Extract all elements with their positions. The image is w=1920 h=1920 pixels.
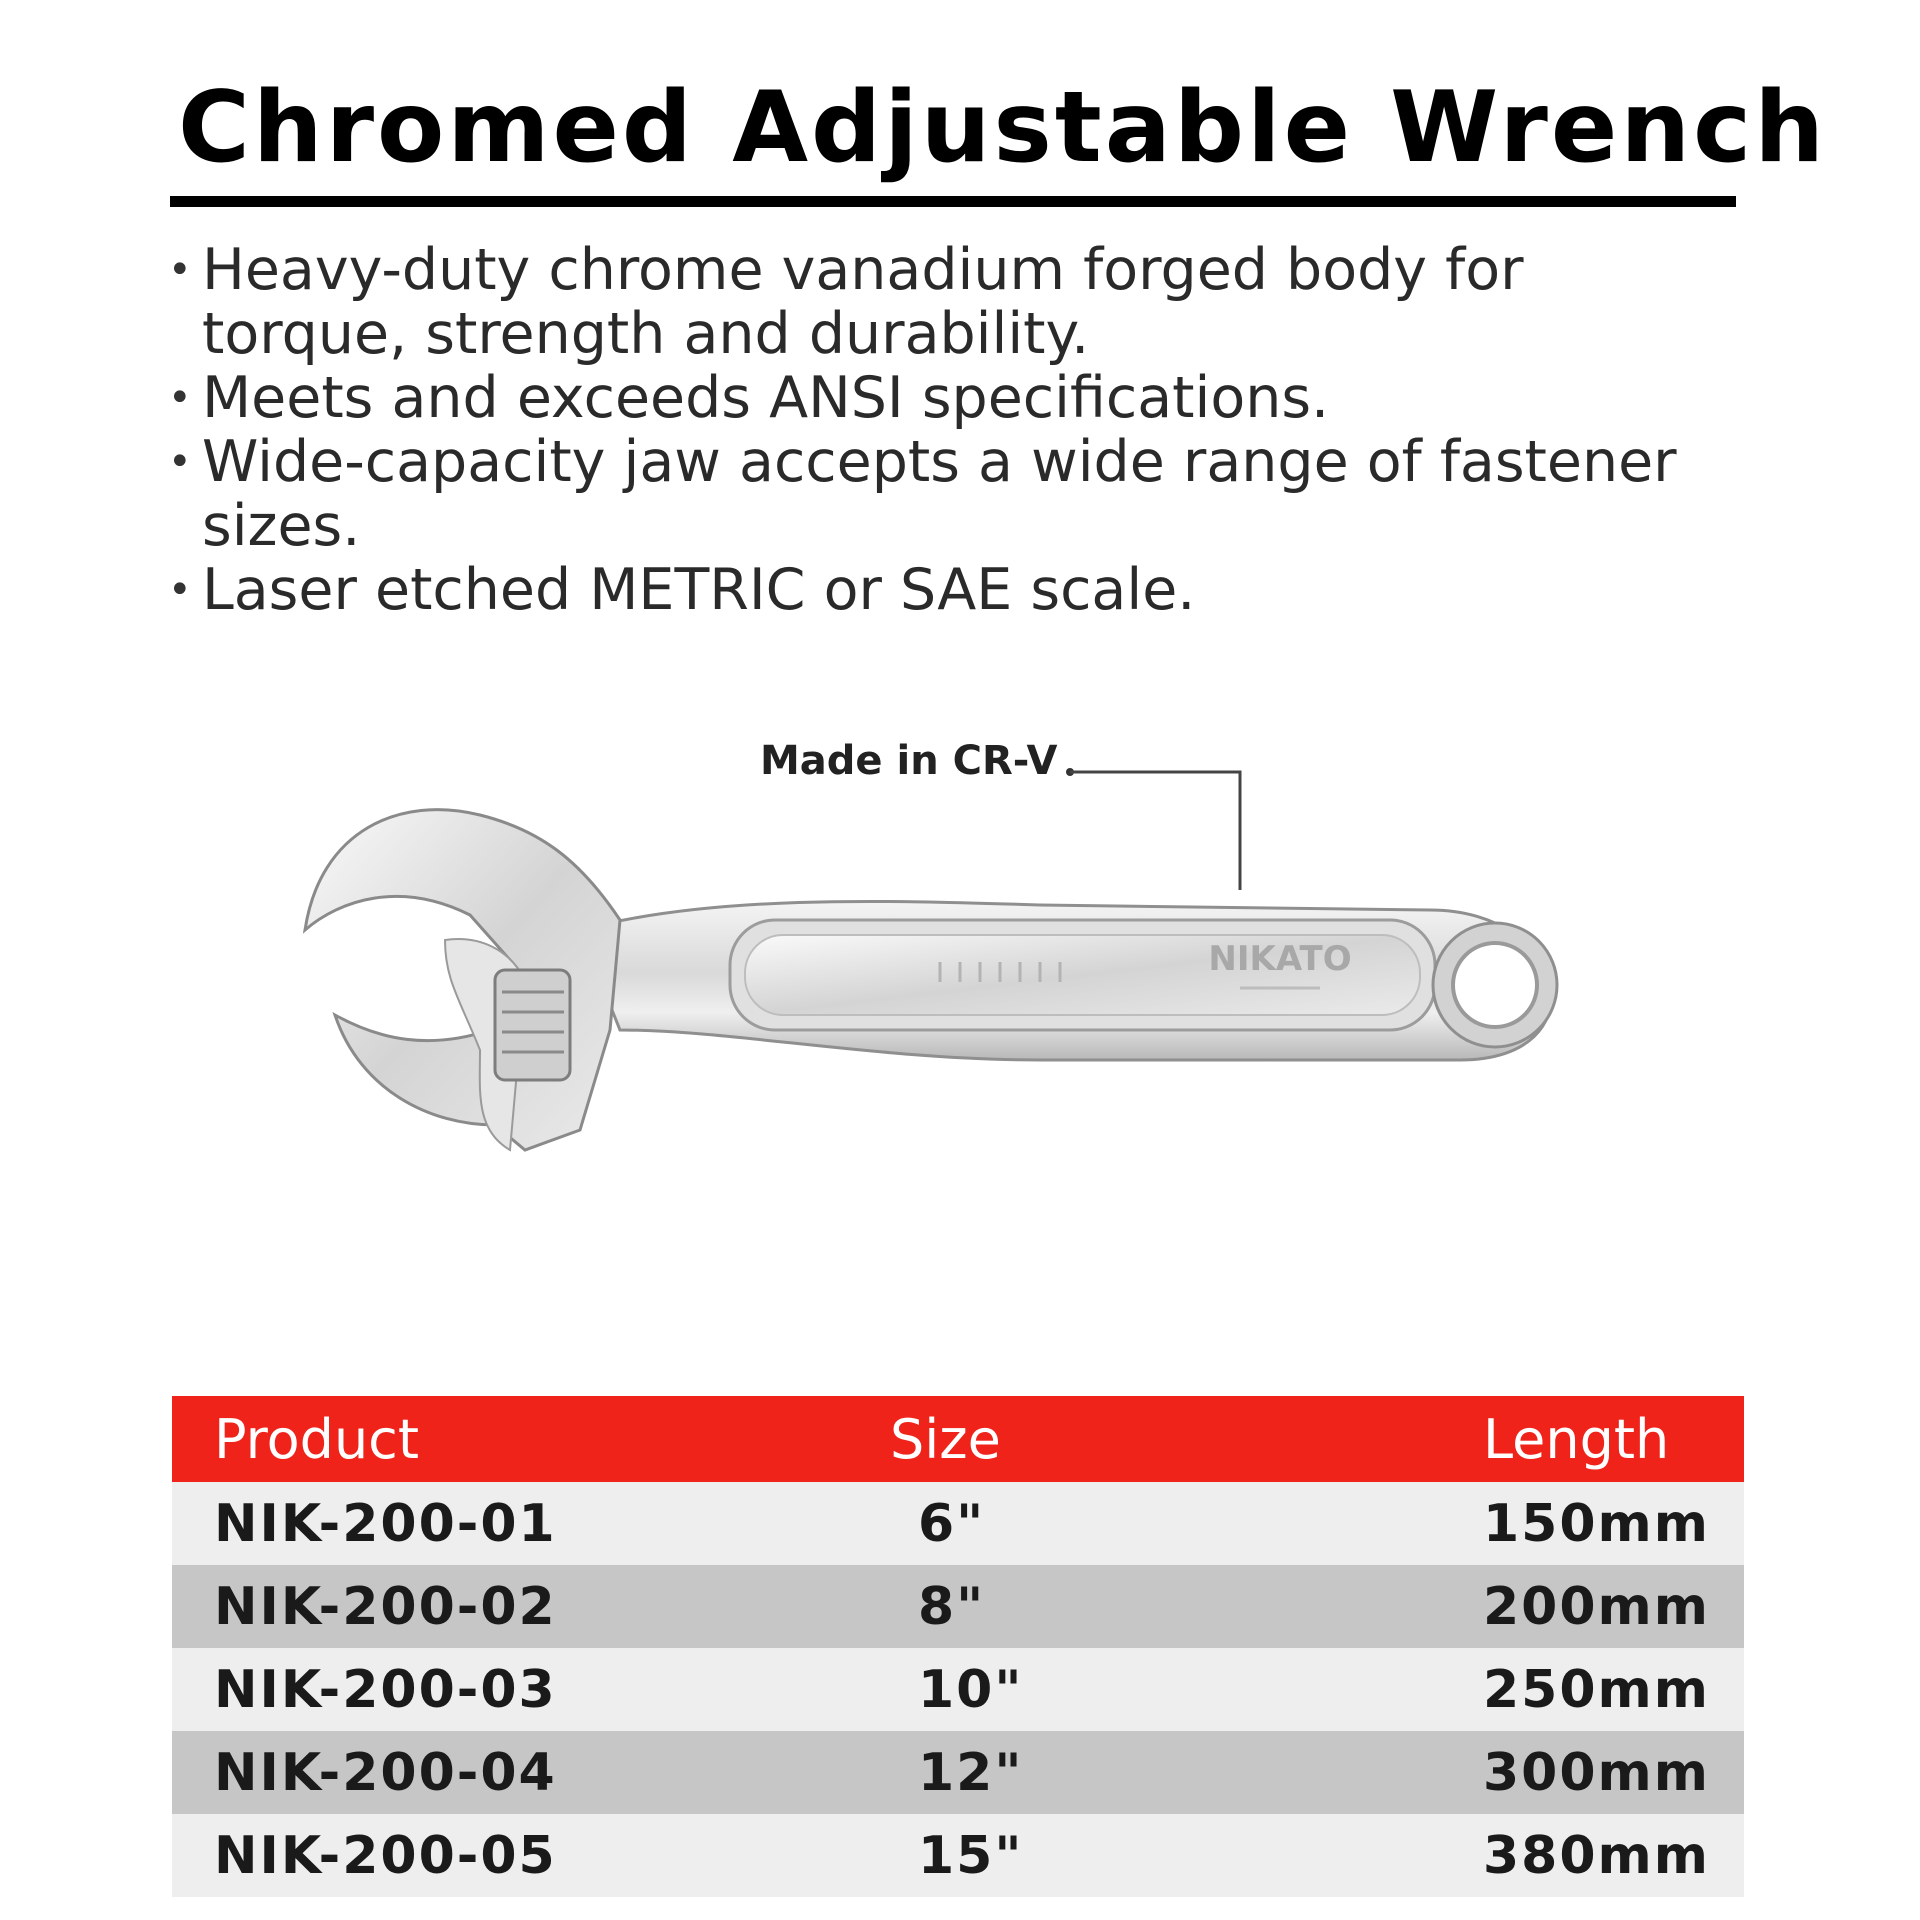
cell-size: 6" [844, 1482, 1483, 1565]
cell-product: NIK-200-05 [172, 1814, 844, 1897]
brand-mark: NIKATO [1208, 939, 1352, 979]
cell-length: 150mm [1483, 1482, 1744, 1565]
table-row [172, 1482, 1744, 1565]
material-callout: Made in CR-V [760, 738, 1058, 784]
feature-item: • Heavy-duty chrome vanadium forged body for torque, strength and durability. [168, 238, 1728, 366]
wrench-illustration [280, 730, 1600, 1210]
feature-item: • Meets and exceeds ANSI specifications. [168, 366, 1728, 430]
feature-list [168, 238, 1728, 622]
feature-item: • Laser etched METRIC or SAE scale. [168, 558, 1728, 622]
cell-size: 8" [844, 1565, 1483, 1648]
table-row [172, 1814, 1744, 1897]
cell-product: NIK-200-04 [172, 1731, 844, 1814]
cell-length: 380mm [1483, 1814, 1744, 1897]
column-header-product: Product [172, 1396, 844, 1482]
spec-table [172, 1396, 1744, 1897]
table-header-row [172, 1396, 1744, 1482]
cell-product: NIK-200-01 [172, 1482, 844, 1565]
cell-size: 12" [844, 1731, 1483, 1814]
column-header-length: Length [1483, 1396, 1744, 1482]
table-row [172, 1648, 1744, 1731]
column-header-size: Size [844, 1396, 1483, 1482]
page-title: Chromed Adjustable Wrench [178, 71, 1827, 185]
cell-length: 200mm [1483, 1565, 1744, 1648]
cell-product: NIK-200-02 [172, 1565, 844, 1648]
cell-size: 15" [844, 1814, 1483, 1897]
cell-product: NIK-200-03 [172, 1648, 844, 1731]
feature-item: • Wide-capacity jaw accepts a wide range of fastener sizes. [168, 430, 1728, 558]
wrench-icon [280, 730, 1600, 1210]
table-row [172, 1731, 1744, 1814]
callout-line [1070, 772, 1240, 890]
title-underline [170, 196, 1736, 207]
cell-length: 250mm [1483, 1648, 1744, 1731]
cell-size: 10" [844, 1648, 1483, 1731]
cell-length: 300mm [1483, 1731, 1744, 1814]
table-row [172, 1565, 1744, 1648]
